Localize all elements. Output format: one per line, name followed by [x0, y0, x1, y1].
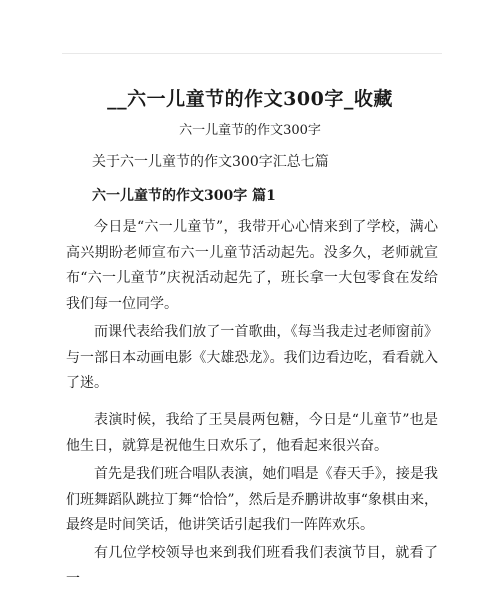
- document-title: __六一儿童节的作文300字_收藏: [107, 88, 393, 110]
- section-heading: 六一儿童节的作文300字 篇1: [92, 188, 276, 204]
- header-divider: [62, 53, 442, 54]
- document-subtitle: 六一儿童节的作文300字: [179, 123, 321, 138]
- paragraph-5: 有几位学校领导也来到我们班看我们表演节目，就看了一: [66, 545, 438, 587]
- paragraph-1: 今日是“六一儿童节”，我带开心心情来到了学校，满心高兴期盼老师宣布六一儿童节活动起先。没多久，老师就宣布“六一儿童节”庆祝活动起先了，班长拿一大包零食在发给我们每一位同学。: [66, 219, 438, 312]
- paragraph-3: 表演时候，我给了王昊晨两包糖，今日是“儿童节”也是他生日，就算是祝他生日欢乐了，他看起来很兴奋。: [66, 412, 438, 454]
- paragraph-4: 首先是我们班合唱队表演，她们唱是《春天手》，接是我们班舞蹈队跳拉丁舞“恰恰”，然后是乔鹏讲故事“象棋由来，最终是时间笑话，他讲笑话引起我们一阵阵欢乐。: [66, 466, 438, 533]
- paragraph-2: 而课代表给我们放了一首歌曲，《每当我走过老师窗前》与一部日本动画电影《大雄恐龙》。我们边看边吃，看看就入了迷。: [66, 324, 438, 391]
- intro-text: 关于六一儿童节的作文300字汇总七篇: [92, 154, 329, 170]
